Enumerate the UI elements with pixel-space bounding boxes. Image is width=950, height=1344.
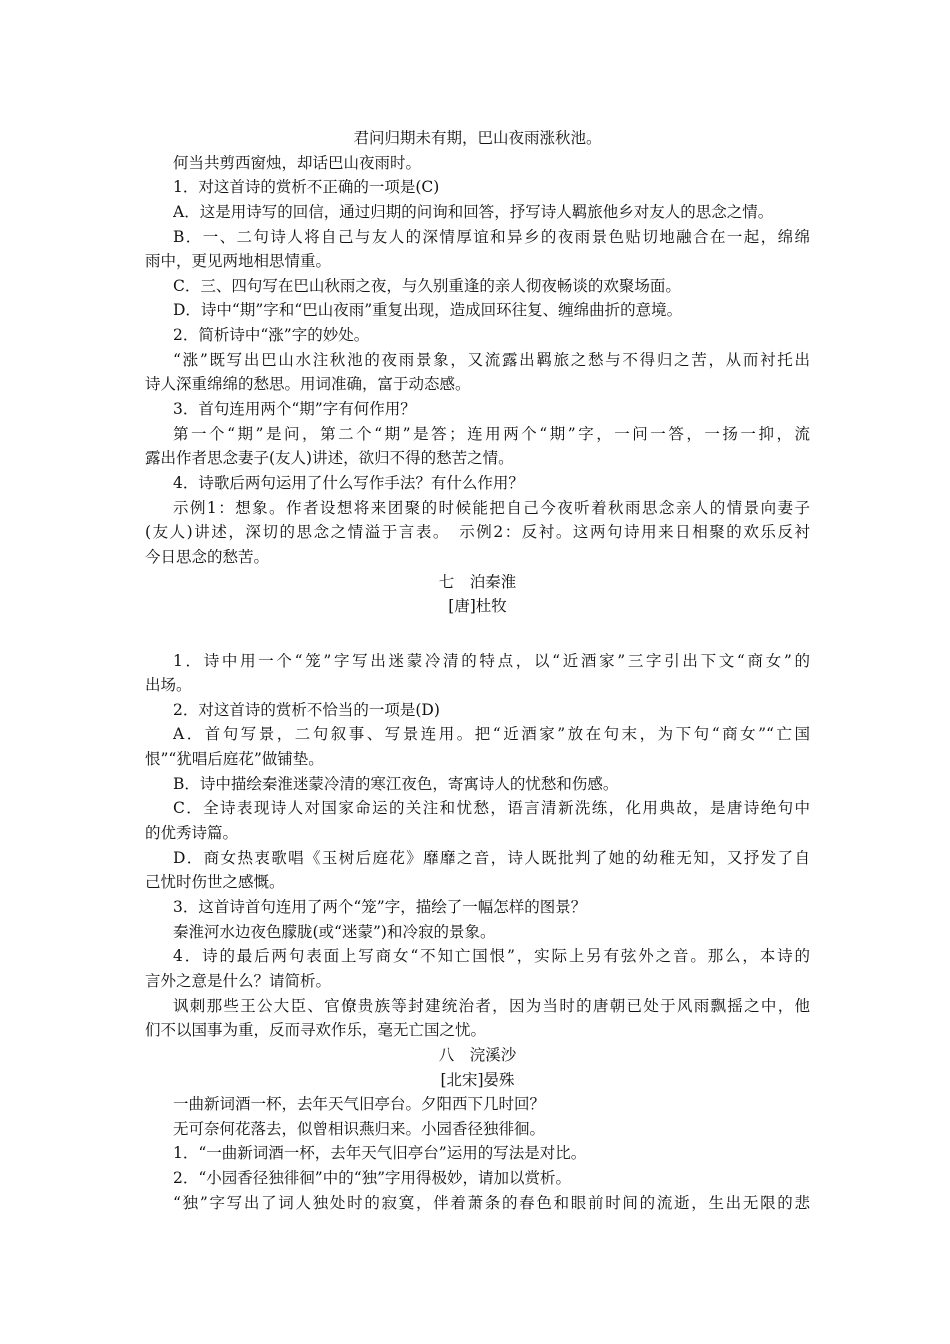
option-a: A．首句写景，二句叙事、写景连用。把“近酒家”放在句末，为下句“商女”“亡国 — [173, 725, 810, 743]
question-cont: 言外之意是什么？请简析。 — [145, 972, 332, 990]
section-author: [唐]杜牧 — [448, 597, 507, 615]
poem-line: 君问归期未有期，巴山夜雨涨秋池。 — [353, 129, 602, 147]
poem-line: 一曲新词酒一杯，去年天气旧亭台。夕阳西下几时回？ — [173, 1095, 546, 1113]
section-title: 七 泊秦淮 — [438, 573, 517, 591]
poem-line: 无可奈何花落去，似曾相识燕归来。小园香径独徘徊。 — [173, 1120, 546, 1138]
question: 1．“一曲新词酒一杯，去年天气旧亭台”运用的写法是对比。 — [173, 1144, 587, 1162]
option-c: C．全诗表现诗人对国家命运的关注和忧愁，语言清新洗练，化用典故，是唐诗绝句中 — [173, 799, 810, 817]
section-title: 八 浣溪沙 — [438, 1046, 517, 1064]
option-b: B．一、二句诗人将自己与友人的深情厚谊和异乡的夜雨景色贴切地融合在一起，绵绵 — [173, 228, 810, 246]
answer-cont: (友人)讲述，深切的思念之情溢于言表。 示例2：反衬。这两句诗用来日相聚的欢乐反衬 — [145, 523, 810, 541]
option-b-cont: 雨中，更见两地相思情重。 — [145, 252, 332, 270]
option-a-cont: 恨”“犹唱后庭花”做铺垫。 — [145, 750, 324, 768]
option-c-cont: 的优秀诗篇。 — [145, 824, 239, 842]
poem-line: 何当共剪西窗烛，却话巴山夜雨时。 — [173, 154, 422, 172]
option-b: B．诗中描绘秦淮迷蒙冷清的寒江夜色，寄寓诗人的忧愁和伤感。 — [173, 775, 619, 793]
answer-cont: 露出作者思念妻子(友人)讲述，欲归不得的愁苦之情。 — [145, 449, 514, 467]
section-author: [北宋]晏殊 — [440, 1071, 515, 1089]
answer-cont: 今日思念的愁苦。 — [145, 548, 270, 566]
answer: “涨”既写出巴山水注秋池的夜雨景象，又流露出羁旅之愁与不得归之苦，从而衬托出 — [173, 351, 810, 369]
question: 3．这首诗首句连用了两个“笼”字，描绘了一幅怎样的图景？ — [173, 898, 587, 916]
option-c: C．三、四句写在巴山秋雨之夜，与久别重逢的亲人彻夜畅谈的欢聚场面。 — [173, 277, 681, 295]
question: 4．诗的最后两句表面上写商女“不知亡国恨”，实际上另有弦外之音。那么，本诗的 — [173, 947, 810, 965]
question-cont: 出场。 — [145, 676, 192, 694]
question: 2．简析诗中“涨”字的妙处。 — [173, 326, 370, 344]
answer: “独”字写出了词人独处时的寂寞，伴着萧条的春色和眼前时间的流逝，生出无限的悲 — [173, 1194, 810, 1212]
answer-cont: 诗人深重绵绵的愁思。用词准确，富于动态感。 — [145, 375, 471, 393]
question: 4．诗歌后两句运用了什么写作手法？有什么作用？ — [173, 474, 524, 492]
answer: 秦淮河水边夜色朦胧(或“迷蒙”)和冷寂的景象。 — [173, 923, 496, 941]
answer: 讽刺那些王公大臣、官僚贵族等封建统治者，因为当时的唐朝已处于风雨飘摇之中，他 — [173, 997, 810, 1015]
question: 2．对这首诗的赏析不恰当的一项是(D) — [173, 701, 440, 719]
question: 1．诗中用一个“笼”字写出迷蒙冷清的特点，以“近酒家”三字引出下文“商女”的 — [173, 652, 810, 670]
option-d: D．商女热衷歌唱《玉树后庭花》靡靡之音，诗人既批判了她的幼稚无知，又抒发了自 — [173, 849, 810, 867]
answer-cont: 们不以国事为重，反而寻欢作乐，毫无亡国之忧。 — [145, 1021, 487, 1039]
question: 3．首句连用两个“期”字有何作用？ — [173, 400, 416, 418]
answer: 第一个“期”是问，第二个“期”是答；连用两个“期”字，一问一答，一扬一抑，流 — [173, 425, 810, 443]
question: 2．“小园香径独徘徊”中的“独”字用得极妙，请加以赏析。 — [173, 1169, 572, 1187]
question: 1．对这首诗的赏析不正确的一项是(C) — [173, 178, 440, 196]
option-d: D．诗中“期”字和“巴山夜雨”重复出现，造成回环往复、缠绵曲折的意境。 — [173, 301, 683, 319]
option-a: A．这是用诗写的回信，通过归期的问询和回答，抒写诗人羁旅他乡对友人的思念之情。 — [173, 203, 774, 221]
option-d-cont: 己忧时伤世之感慨。 — [145, 873, 285, 891]
answer: 示例1：想象。作者设想将来团聚的时候能把自己今夜听着秋雨思念亲人的情景向妻子 — [173, 499, 810, 517]
